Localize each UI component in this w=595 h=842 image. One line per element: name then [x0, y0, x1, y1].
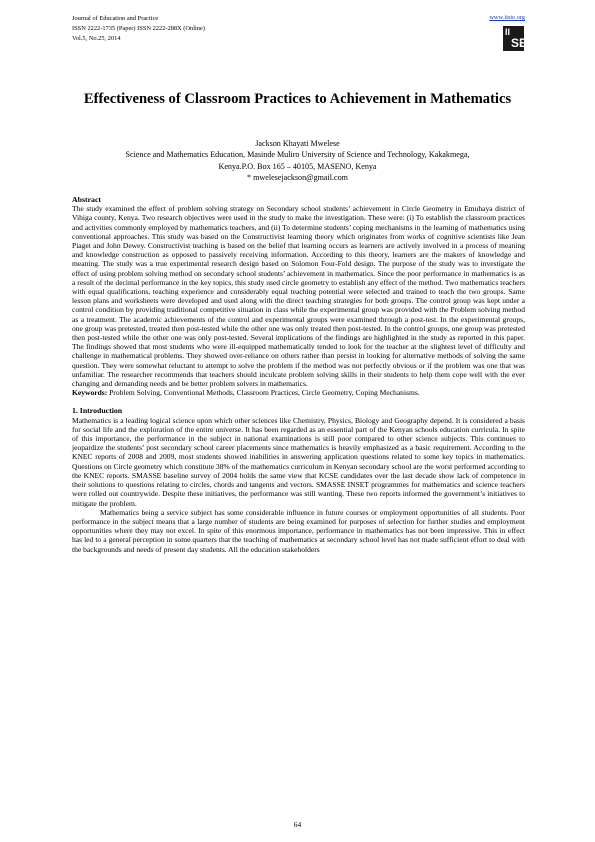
author-email: * mwelesejackson@gmail.com — [247, 172, 348, 182]
website-link[interactable]: www.iiste.org — [489, 14, 525, 21]
author-address: Kenya.P.O. Box 165 – 40105, MASENO, Kenya — [218, 161, 377, 171]
paper-title: Effectiveness of Classroom Practices to Achievement in Mathematics — [83, 91, 512, 107]
introduction-paragraph-2: Mathematics being a service subject has some considerable influence in future courses or employment opportunities of all students. Poor performance in the subject means that a large number of students are being examined for purposes of selection for further studies and employment opportunities where they may not excel. In spite of this enormous importance, performance in mathematics has not been impressive. This in effect has led to a general perception in some quarters that the teaching of mathematics at secondary school level has not made sufficient effort to deal with the backgrounds and needs of present day students. All the education stakeholders — [72, 507, 525, 554]
paper-body — [72, 195, 525, 554]
volume-issue: Vol.5, No.25, 2014 — [72, 35, 121, 43]
journal-name: Journal of Education and Practice — [72, 15, 159, 22]
keywords-text: Problem Solving, Conventional Methods, Classroom Practices, Circle Geometry, Coping Mechanisms. — [109, 388, 420, 398]
abstract-text: The study examined the effect of problem solving strategy on Secondary school students’ achievement in Circle Geometry in Emuhaya district of Vihiga county, Kenya. Two research objectives were used in the study to make the investigation. These were: (i) To establish the classroom practices and activities commonly employed by mathematics teachers, and (ii) To determine students’ coping mechanisms in the learning of mathematics using conventional approaches. This study was based on the Constructivist learning theory which originates from works of cognitive scientists like Jean Piaget and John Dewey. Constructivist teaching is based on the belief that learning occurs as learners are actively involved in a process of meaning and knowledge construction as opposed to passively receiving information. According to this theory, learners are the makers of knowledge and meaning. The study was a true experimental research design based on Solomon Four-Fold design. The purpose of the study was to investigate the effect of using problem solving method on secondary school students’ achievement in mathematics. Since the poor performance in mathematics is as a result of the decimal performance in the key topics, this study used circle geometry to establish any effect of the method. Two mathematics teachers with equal qualifications, teaching experience and considerably equal teaching potential were selected and trained to teach the two groups. Same lesson plans and worksheets were developed and used along with the direct teaching strategies for both groups. The control group was kept under a control condition by providing traditional competitive situation in class while the experimental group was provided with the Problem solving method as a treatment. The academic achievements of the control and experimental groups were examined through a post-test. In the experimental groups, one group was pretested, treated then post-tested while the other one was only treated then post-tested. In the control groups, one group was pretested then post-tested while the other one was only post-tested. Several implications of the findings are highlighted in the study as reported in this paper. The findings showed that most students who were ill-equipped mathematically tended to look for the teacher at the slightest level of difficulty and challenge in mathematical problems. They showed over-reliance on others rather than persist in looking for alternative methods of solving the same question. They were somewhat reluctant to attempt to solve the problem if the method was not perfectly obvious or if the problem was one that was unfamiliar. The researcher recommends that teachers should inculcate problem solving skills in their students to help them cope well with the ever changing and demanding needs and be better problem solvers in mathematics. — [72, 204, 525, 389]
abstract-heading: Abstract — [72, 195, 102, 204]
logo-text-1: II — [505, 27, 511, 37]
issn: ISSN 2222-1735 (Paper) ISSN 2222-288X (Online) — [72, 25, 205, 33]
logo-text-2: SE — [511, 36, 528, 50]
journal-header — [72, 14, 205, 45]
keywords-label: Keywords: — [72, 388, 108, 398]
author-affiliation: Science and Mathematics Education, Masinde Muliro University of Science and Technology, Kakakmega, — [125, 150, 470, 160]
page-number: 64 — [293, 820, 302, 829]
keywords — [72, 388, 525, 397]
author-block — [60, 138, 535, 183]
introduction-paragraph-1: Mathematics is a leading logical science upon which other sciences like Chemistry, Physics, Biology and Geography depend. It is considered a basis for social life and the exploration of the entire universe. It has been regarded as an essential part of the Kenyan schools education curricula. In spite of this importance, the performance in the subject in national examinations is still poor compared to other science subjects. This continues to jeopardize the students’ post secondary school career placements since mathematics is heavily emphasized as a basic requirement. According to the KNEC reports of 2008 and 2009, most students showed inabilities in answering application questions related to some key topics in mathematics. Questions on Circle geometry which constitute 38% of the mathematics curriculum in Kenyan secondary school are the worst performed according to the KNEC reports. SMASSE baseline survey of 2004 holds the same view that KCSE candidates over the last decade show lack of competence in their solutions to questions relating to circles, chords and tangents and vectors. SMASSE INSET programmes for mathematics and science teachers were rolled out countrywide. Despite these initiatives, the performance was still wanting. These two reports informed the government’s initiatives to mitigate the problem. — [72, 415, 525, 508]
iiste-logo — [503, 26, 528, 51]
author-name: Jackson Khayati Mwelese — [255, 139, 340, 148]
introduction-heading: 1. Introduction — [72, 406, 123, 416]
